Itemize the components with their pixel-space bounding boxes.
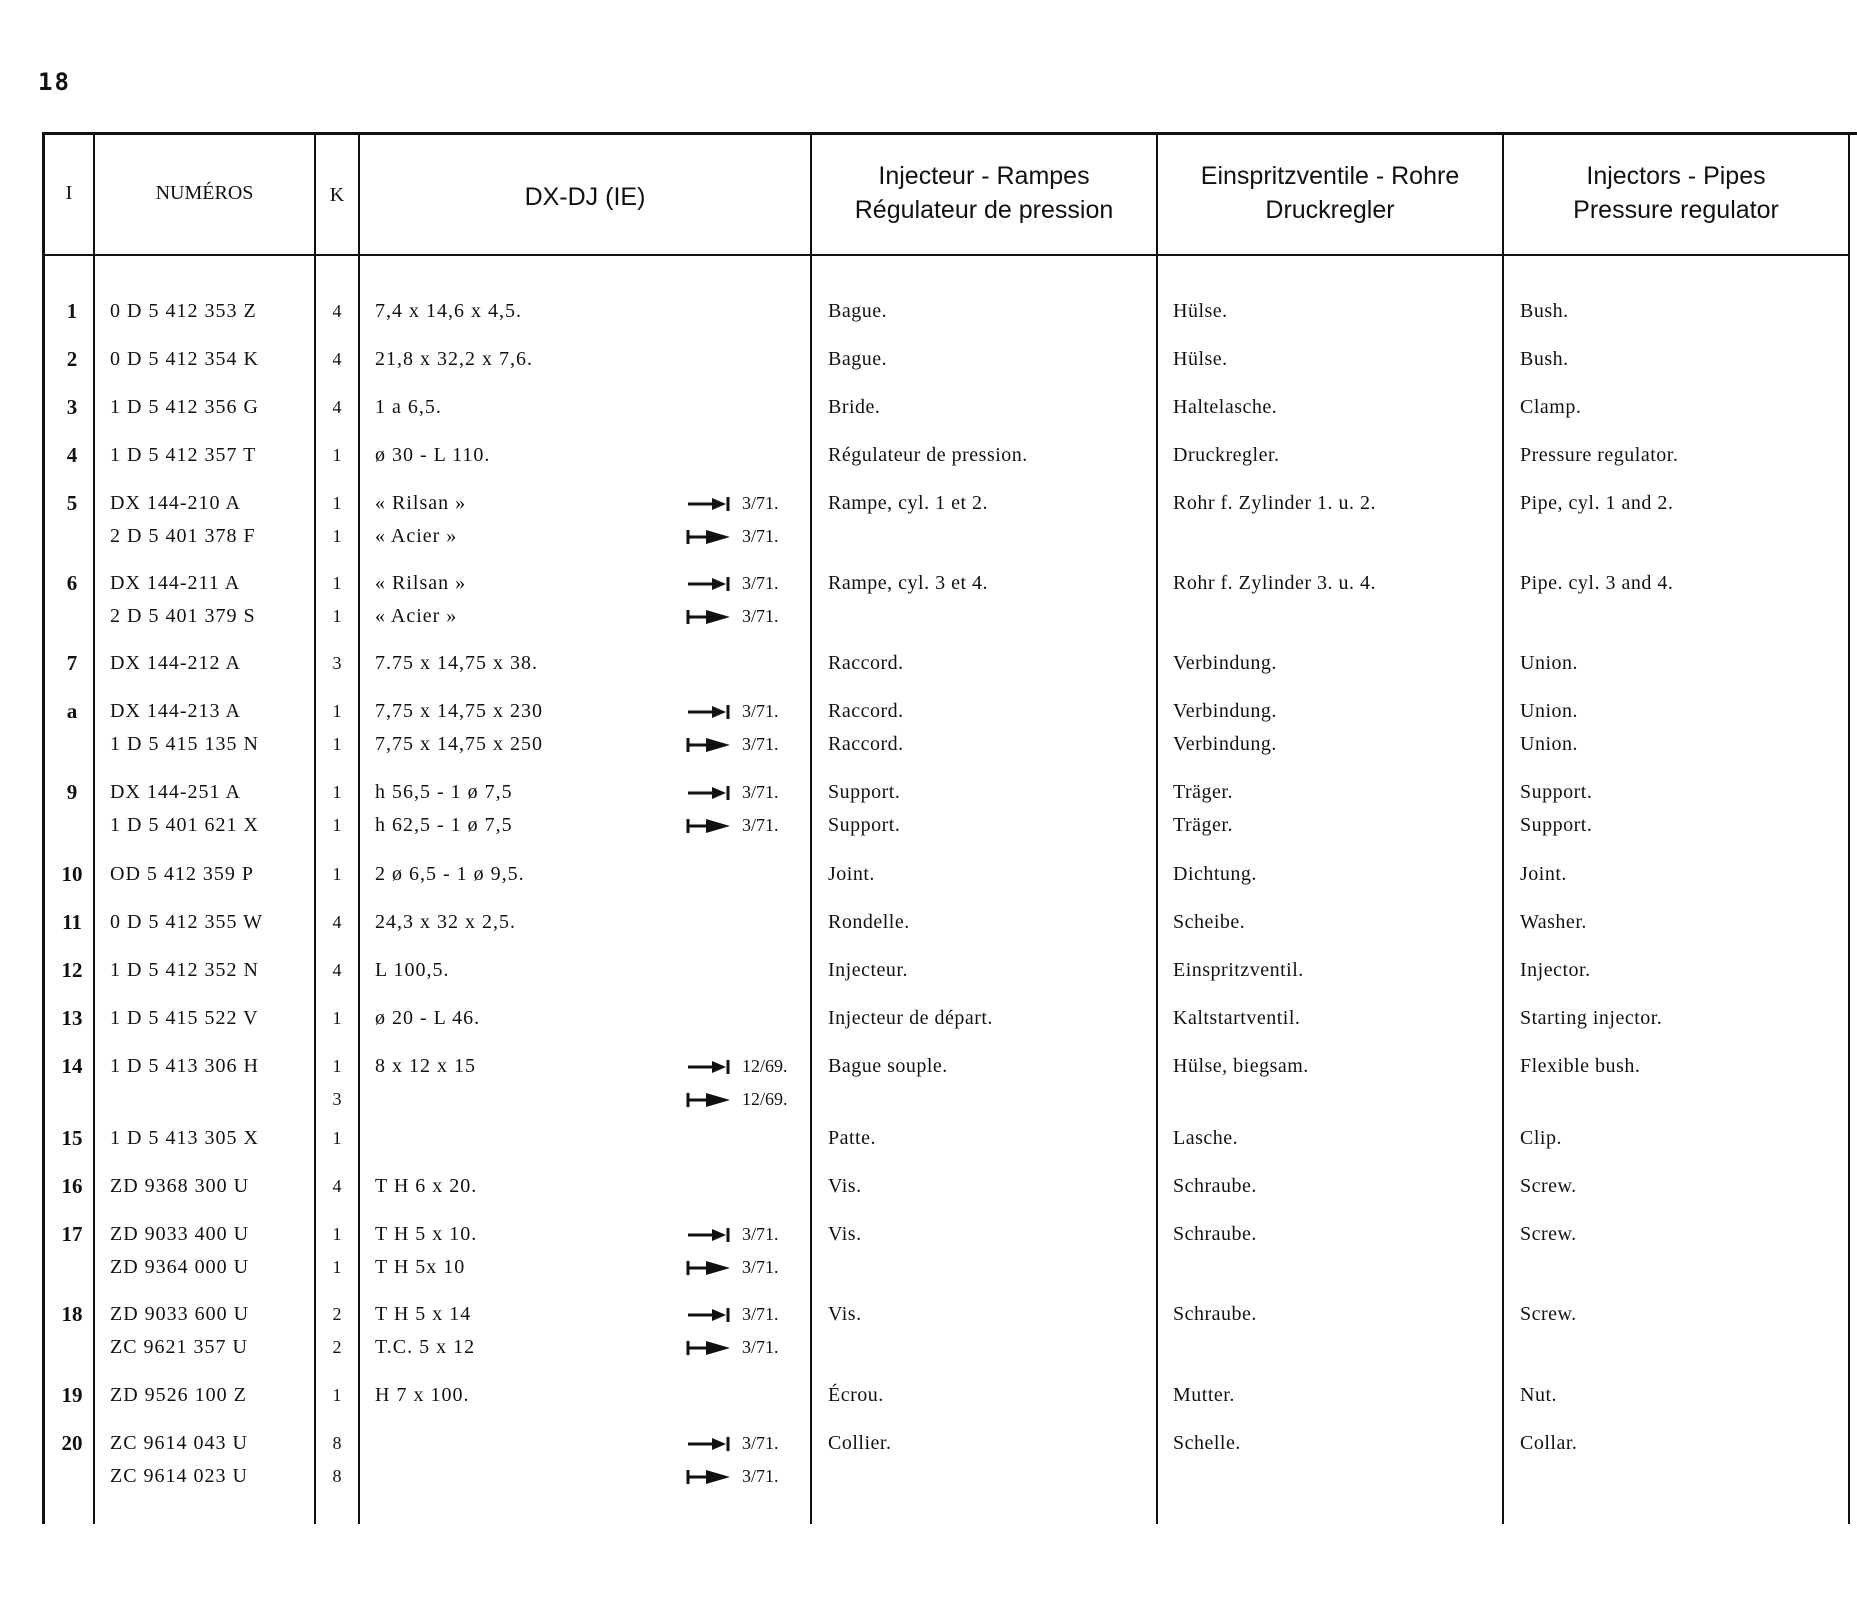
from-date-arrow-icon [686, 1460, 738, 1485]
description-french: Raccord. [828, 733, 904, 755]
description-french: Bague. [828, 348, 888, 370]
item-index: 2 [66, 347, 78, 371]
change-date: 3/71. [742, 1337, 779, 1357]
description-english: Injector. [1520, 959, 1591, 981]
part-spec: « Acier » [375, 525, 458, 547]
part-spec: 7.75 x 14,75 x 38. [375, 652, 538, 674]
description-french: Bague souple. [828, 1055, 948, 1077]
until-date-arrow-icon [686, 1298, 738, 1323]
description-english: Bush. [1520, 300, 1569, 322]
description-german: Lasche. [1173, 1127, 1239, 1149]
header-k: K [329, 184, 345, 206]
quantity-k: 3 [332, 653, 342, 673]
part-spec: « Acier » [375, 605, 458, 627]
quantity-k: 1 [332, 701, 342, 721]
description-german: Druckregler. [1173, 444, 1280, 466]
quantity-k: 1 [332, 1385, 342, 1405]
change-date: 3/71. [742, 1304, 779, 1324]
part-spec: 8 x 12 x 15 [375, 1055, 476, 1077]
part-number: 1 D 5 413 305 X [110, 1127, 259, 1149]
description-french: Raccord. [828, 700, 904, 722]
part-number: 2 D 5 401 378 F [110, 525, 256, 547]
part-number: ZC 9614 023 U [110, 1465, 248, 1487]
part-number: ZD 9033 600 U [110, 1303, 250, 1325]
header-german-line1: Einspritzventile - Rohre [1200, 162, 1460, 190]
part-spec: ø 20 - L 46. [375, 1007, 481, 1029]
description-french: Injecteur de départ. [828, 1007, 993, 1029]
quantity-k: 1 [332, 782, 342, 802]
change-date: 3/71. [742, 1224, 779, 1244]
description-french: Support. [828, 814, 901, 836]
item-index: 19 [61, 1383, 83, 1407]
part-spec: h 56,5 - 1 ø 7,5 [375, 781, 513, 803]
description-french: Rampe, cyl. 3 et 4. [828, 572, 989, 594]
change-date: 3/71. [742, 606, 779, 626]
part-spec: « Rilsan » [375, 492, 467, 514]
quantity-k: 4 [332, 301, 342, 321]
quantity-k: 1 [332, 1224, 342, 1244]
part-spec: « Rilsan » [375, 572, 467, 594]
description-german: Scheibe. [1173, 911, 1246, 933]
quantity-k: 1 [332, 526, 342, 546]
part-number: 2 D 5 401 379 S [110, 605, 256, 627]
part-number: DX 144-251 A [110, 781, 241, 803]
description-french: Collier. [828, 1432, 892, 1454]
col-divider [1156, 132, 1158, 1524]
until-date-arrow-icon [686, 1427, 738, 1452]
item-index: 15 [61, 1126, 83, 1150]
part-spec: T H 5 x 14 [375, 1303, 472, 1325]
header-german-line2: Druckregler [1265, 196, 1395, 224]
description-english: Clamp. [1520, 396, 1582, 418]
part-spec: h 62,5 - 1 ø 7,5 [375, 814, 513, 836]
part-spec: L 100,5. [375, 959, 450, 981]
header-english [1504, 159, 1848, 227]
quantity-k: 3 [332, 1089, 342, 1109]
part-number: 1 D 5 412 352 N [110, 959, 259, 981]
part-spec: 1 a 6,5. [375, 396, 442, 418]
col-divider [1848, 132, 1850, 1524]
quantity-k: 1 [332, 864, 342, 884]
change-date: 3/71. [742, 782, 779, 802]
from-date-arrow-icon [686, 1251, 738, 1276]
description-english: Bush. [1520, 348, 1569, 370]
item-index: 17 [61, 1222, 83, 1246]
item-index: 6 [66, 571, 78, 595]
part-number: DX 144-213 A [110, 700, 241, 722]
item-index: 18 [61, 1302, 83, 1326]
part-number: ZD 9368 300 U [110, 1175, 250, 1197]
quantity-k: 1 [332, 1056, 342, 1076]
description-german: Kaltstartventil. [1173, 1007, 1301, 1029]
item-index: 1 [66, 299, 78, 323]
description-german: Schraube. [1173, 1175, 1257, 1197]
part-number: ZC 9621 357 U [110, 1336, 248, 1358]
from-date-arrow-icon [686, 728, 738, 753]
description-french: Bride. [828, 396, 881, 418]
quantity-k: 2 [332, 1337, 342, 1357]
description-english: Joint. [1520, 863, 1567, 885]
change-date: 3/71. [742, 493, 779, 513]
part-spec: T.C. 5 x 12 [375, 1336, 476, 1358]
description-french: Rampe, cyl. 1 et 2. [828, 492, 989, 514]
item-index: 7 [66, 651, 78, 675]
quantity-k: 1 [332, 1008, 342, 1028]
description-french: Vis. [828, 1223, 862, 1245]
part-number: OD 5 412 359 P [110, 863, 255, 885]
description-english: Pipe. cyl. 3 and 4. [1520, 572, 1674, 594]
until-date-arrow-icon [686, 695, 738, 720]
part-number: 1 D 5 412 356 G [110, 396, 259, 418]
col-divider [1502, 132, 1504, 1524]
change-date: 3/71. [742, 1257, 779, 1277]
quantity-k: 4 [332, 397, 342, 417]
part-spec: 2 ø 6,5 - 1 ø 9,5. [375, 863, 525, 885]
description-german: Hülse. [1173, 348, 1228, 370]
part-number: DX 144-210 A [110, 492, 241, 514]
part-spec: 24,3 x 32 x 2,5. [375, 911, 516, 933]
description-german: Verbindung. [1173, 652, 1277, 674]
quantity-k: 1 [332, 815, 342, 835]
change-date: 3/71. [742, 1466, 779, 1486]
description-german: Träger. [1173, 781, 1233, 803]
part-number: 1 D 5 415 522 V [110, 1007, 259, 1029]
description-french: Rondelle. [828, 911, 910, 933]
quantity-k: 8 [332, 1466, 342, 1486]
until-date-arrow-icon [686, 487, 738, 512]
item-index: 9 [66, 780, 78, 804]
change-date: 12/69. [742, 1056, 788, 1076]
item-index: 3 [66, 395, 78, 419]
header-english-line1: Injectors - Pipes [1586, 162, 1766, 190]
description-english: Union. [1520, 733, 1578, 755]
change-date: 3/71. [742, 734, 779, 754]
description-english: Union. [1520, 652, 1578, 674]
description-english: Washer. [1520, 911, 1587, 933]
part-number: 1 D 5 412 357 T [110, 444, 257, 466]
part-spec: H 7 x 100. [375, 1384, 470, 1406]
description-german: Schraube. [1173, 1223, 1257, 1245]
description-french: Vis. [828, 1175, 862, 1197]
item-index: 5 [66, 491, 78, 515]
description-german: Verbindung. [1173, 700, 1277, 722]
part-number: ZC 9614 043 U [110, 1432, 248, 1454]
change-date: 3/71. [742, 701, 779, 721]
description-french: Raccord. [828, 652, 904, 674]
description-french: Patte. [828, 1127, 876, 1149]
description-english: Flexible bush. [1520, 1055, 1641, 1077]
from-date-arrow-icon [686, 1331, 738, 1356]
part-number: 1 D 5 401 621 X [110, 814, 259, 836]
description-french: Joint. [828, 863, 875, 885]
description-english: Pressure regulator. [1520, 444, 1679, 466]
part-spec: 7,75 x 14,75 x 250 [375, 733, 543, 755]
part-number: 0 D 5 412 355 W [110, 911, 263, 933]
from-date-arrow-icon [686, 600, 738, 625]
quantity-k: 4 [332, 349, 342, 369]
header-english-line2: Pressure regulator [1573, 196, 1779, 224]
description-german: Rohr f. Zylinder 3. u. 4. [1173, 572, 1377, 594]
quantity-k: 1 [332, 1257, 342, 1277]
col-divider [314, 132, 316, 1524]
quantity-k: 1 [332, 573, 342, 593]
until-date-arrow-icon [686, 567, 738, 592]
page-number: 18 [38, 68, 71, 96]
item-index: 13 [61, 1006, 83, 1030]
description-english: Support. [1520, 781, 1593, 803]
quantity-k: 1 [332, 1128, 342, 1148]
item-index: 20 [61, 1431, 83, 1455]
part-spec: T H 6 x 20. [375, 1175, 478, 1197]
item-index: a [66, 699, 78, 723]
from-date-arrow-icon [686, 809, 738, 834]
quantity-k: 8 [332, 1433, 342, 1453]
item-index: 4 [66, 443, 78, 467]
description-english: Screw. [1520, 1303, 1577, 1325]
part-spec: 7,75 x 14,75 x 230 [375, 700, 543, 722]
description-german: Rohr f. Zylinder 1. u. 2. [1173, 492, 1377, 514]
part-number: DX 144-212 A [110, 652, 241, 674]
description-english: Pipe, cyl. 1 and 2. [1520, 492, 1674, 514]
item-index: 11 [62, 910, 82, 934]
until-date-arrow-icon [686, 776, 738, 801]
quantity-k: 4 [332, 960, 342, 980]
part-spec: T H 5x 10 [375, 1256, 466, 1278]
quantity-k: 1 [332, 493, 342, 513]
quantity-k: 2 [332, 1304, 342, 1324]
col-divider [42, 132, 45, 1524]
description-german: Dichtung. [1173, 863, 1257, 885]
description-english: Union. [1520, 700, 1578, 722]
description-english: Starting injector. [1520, 1007, 1663, 1029]
header-french [812, 159, 1156, 227]
part-number: 0 D 5 412 354 K [110, 348, 259, 370]
item-index: 12 [61, 958, 83, 982]
col-divider [810, 132, 812, 1524]
part-number: ZD 9364 000 U [110, 1256, 250, 1278]
col-divider [358, 132, 360, 1524]
header-german [1158, 159, 1502, 227]
quantity-k: 1 [332, 606, 342, 626]
item-index: 10 [61, 862, 83, 886]
item-index: 16 [61, 1174, 83, 1198]
description-english: Support. [1520, 814, 1593, 836]
part-spec: 21,8 x 32,2 x 7,6. [375, 348, 533, 370]
header-numbers: NUMÉROS [155, 182, 254, 204]
change-date: 3/71. [742, 815, 779, 835]
change-date: 3/71. [742, 573, 779, 593]
description-french: Bague. [828, 300, 888, 322]
change-date: 12/69. [742, 1089, 788, 1109]
part-spec: 7,4 x 14,6 x 4,5. [375, 300, 522, 322]
description-german: Mutter. [1173, 1384, 1235, 1406]
description-german: Schraube. [1173, 1303, 1257, 1325]
description-german: Verbindung. [1173, 733, 1277, 755]
from-date-arrow-icon [686, 1083, 738, 1108]
description-german: Hülse, biegsam. [1173, 1055, 1309, 1077]
part-number: 1 D 5 415 135 N [110, 733, 259, 755]
from-date-arrow-icon [686, 520, 738, 545]
description-german: Einspritzventil. [1173, 959, 1304, 981]
until-date-arrow-icon [686, 1218, 738, 1243]
description-english: Clip. [1520, 1127, 1562, 1149]
header-index: I [65, 182, 73, 204]
part-number: 0 D 5 412 353 Z [110, 300, 257, 322]
description-french: Support. [828, 781, 901, 803]
header-french-line1: Injecteur - Rampes [878, 162, 1090, 190]
description-english: Nut. [1520, 1384, 1557, 1406]
part-spec: T H 5 x 10. [375, 1223, 478, 1245]
item-index: 14 [61, 1054, 83, 1078]
change-date: 3/71. [742, 526, 779, 546]
quantity-k: 4 [332, 1176, 342, 1196]
description-english: Screw. [1520, 1223, 1577, 1245]
description-german: Hülse. [1173, 300, 1228, 322]
quantity-k: 1 [332, 445, 342, 465]
header-model: DX-DJ (IE) [524, 183, 646, 211]
header-french-line2: Régulateur de pression [854, 196, 1114, 224]
part-number: DX 144-211 A [110, 572, 241, 594]
description-german: Träger. [1173, 814, 1233, 836]
description-french: Vis. [828, 1303, 862, 1325]
until-date-arrow-icon [686, 1050, 738, 1075]
description-french: Régulateur de pression. [828, 444, 1028, 466]
description-english: Collar. [1520, 1432, 1578, 1454]
description-german: Haltelasche. [1173, 396, 1278, 418]
quantity-k: 1 [332, 734, 342, 754]
change-date: 3/71. [742, 1433, 779, 1453]
part-number: 1 D 5 413 306 H [110, 1055, 259, 1077]
description-english: Screw. [1520, 1175, 1577, 1197]
description-french: Injecteur. [828, 959, 908, 981]
part-number: ZD 9526 100 Z [110, 1384, 247, 1406]
part-number: ZD 9033 400 U [110, 1223, 250, 1245]
part-spec: ø 30 - L 110. [375, 444, 491, 466]
quantity-k: 4 [332, 912, 342, 932]
description-german: Schelle. [1173, 1432, 1241, 1454]
description-french: Écrou. [828, 1384, 884, 1406]
